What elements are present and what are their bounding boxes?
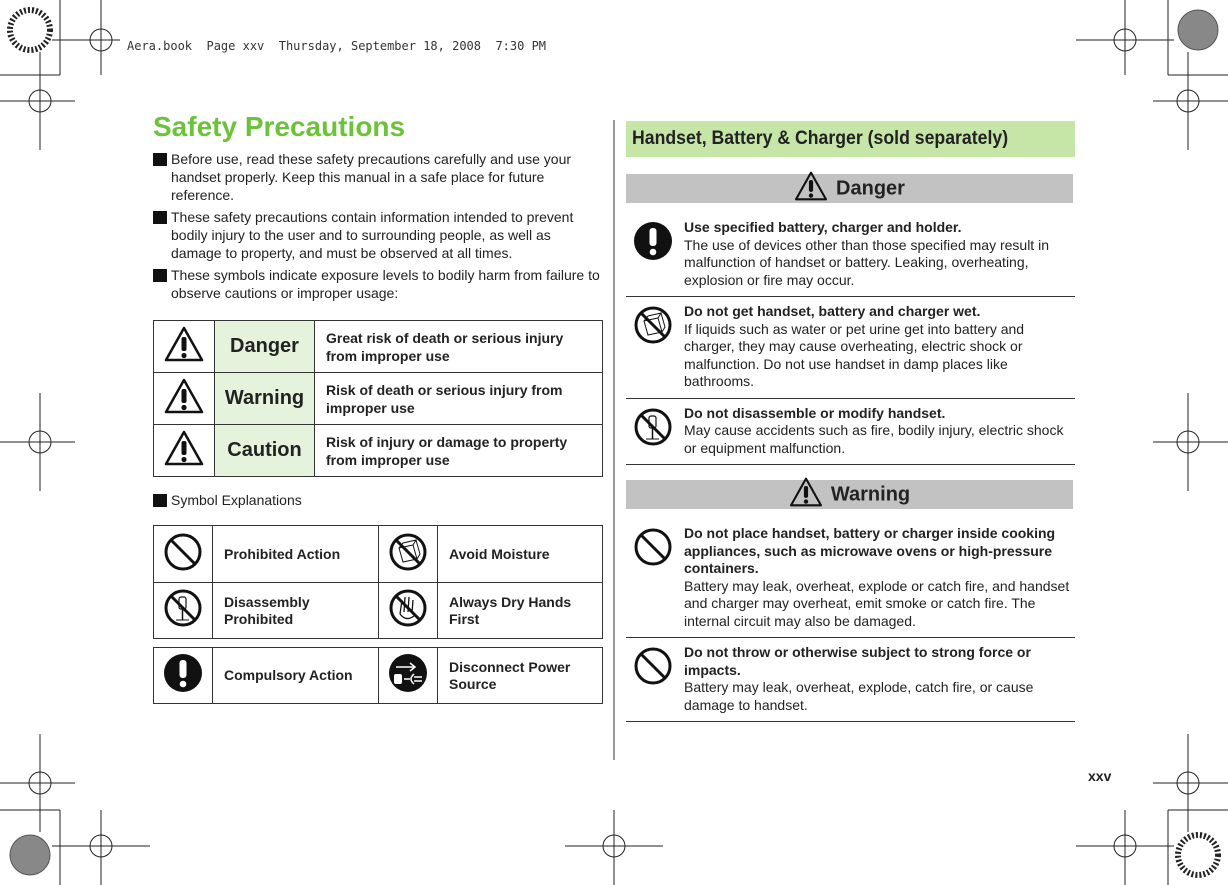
item-title: Do not disassemble or modify handset. <box>684 404 946 421</box>
unplug-icon <box>388 653 428 693</box>
warning-triangle-icon <box>794 171 828 201</box>
warning-bar <box>626 480 1073 509</box>
symbol-label: Prohibited Action <box>213 526 379 583</box>
level-desc: Risk of death or serious injury from improper use <box>315 373 603 425</box>
table-row <box>154 583 603 639</box>
symbol-label: Compulsory Action <box>213 648 379 704</box>
warning-triangle-icon <box>164 430 204 466</box>
symbol-table <box>153 525 603 639</box>
item-title: Use specified battery, charger and holder. <box>684 219 962 235</box>
list-item <box>626 297 1075 399</box>
warning-triangle-icon <box>164 326 204 362</box>
page-number: xxv <box>1088 768 1112 784</box>
left-column <box>153 110 605 704</box>
level-name: Caution <box>215 425 315 477</box>
no-disassembly-icon <box>163 588 203 628</box>
level-desc: Great risk of death or serious injury from improper use <box>315 321 603 373</box>
compulsory-icon <box>163 653 203 693</box>
no-disassembly-icon <box>633 407 673 447</box>
avoid-moisture-icon <box>633 305 673 345</box>
intro-bullet: These symbols indicate exposure levels to bodily harm from failure to observe cautions or improper usage: <box>153 266 605 302</box>
item-body: Battery may leak, overheat, explode, catch fire, or cause damage to handset. <box>684 679 1034 713</box>
right-column <box>626 121 1075 722</box>
list-item <box>626 519 1075 638</box>
list-item <box>626 638 1075 722</box>
danger-bar <box>626 174 1073 203</box>
table-row <box>154 321 603 373</box>
symbol-heading: Symbol Explanations <box>153 491 605 509</box>
intro-bullet: These safety precautions contain information intended to prevent bodily injury to the user and to surrounding people, as well as damage to property, and must be observed at all times. <box>153 208 605 262</box>
table-row <box>154 373 603 425</box>
danger-label: Danger <box>836 177 905 200</box>
warning-label: Warning <box>830 483 911 506</box>
table-row <box>154 526 603 583</box>
symbol-label: Avoid Moisture <box>438 526 603 583</box>
table-row <box>154 425 603 477</box>
list-item <box>626 213 1075 297</box>
prohibited-icon <box>633 527 673 567</box>
print-header: Aera.book Page xxv Thursday, September 18, 2008 7:30 PM <box>127 39 547 53</box>
item-body: Battery may leak, overheat, explode or catch fire, and handset and charger may overheat, emit smoke or catch fire. The internal circuit may also be damaged. <box>684 577 1070 629</box>
avoid-moisture-icon <box>388 532 428 572</box>
section-heading-bar <box>626 121 1075 157</box>
symbol-label: Disassembly Prohibited <box>213 583 379 639</box>
symbol-label: Disconnect Power Source <box>438 648 603 704</box>
level-name: Danger <box>215 321 315 373</box>
warning-triangle-icon <box>164 378 204 414</box>
item-body: May cause accidents such as fire, bodily injury, electric shock or equipment malfunction. <box>684 422 1064 456</box>
hazard-levels-table <box>153 320 603 477</box>
level-name: Warning <box>215 373 315 425</box>
level-desc: Risk of injury or damage to property from improper use <box>315 425 603 477</box>
item-title: Do not place handset, battery or charger inside cooking appliances, such as microwave ovens or high-pressure containers. <box>684 525 1056 576</box>
intro-bullet: Before use, read these safety precautions carefully and use your handset properly. Keep this manual in a safe place for future reference. <box>153 150 605 204</box>
list-item <box>626 399 1075 466</box>
section-heading: Handset, Battery & Charger (sold separately) <box>632 128 1009 149</box>
dry-hands-icon <box>388 588 428 628</box>
compulsory-icon <box>633 221 673 261</box>
prohibited-icon <box>633 646 673 686</box>
item-body: The use of devices other than those specified may result in malfunction of handset or battery. Leaking, overheating, explosion or fire may occur. <box>684 236 1049 288</box>
table-row <box>154 648 603 704</box>
item-body: If liquids such as water or pet urine get into battery and charger, they may cause overheating, electric shock or malfunction. Do not use handset in damp places like bathrooms. <box>684 320 1025 389</box>
column-divider <box>613 120 615 760</box>
warning-triangle-icon <box>789 477 823 507</box>
page-title: Safety Precautions <box>153 111 406 142</box>
item-title: Do not get handset, battery and charger wet. <box>684 303 981 319</box>
prohibited-icon <box>163 532 203 572</box>
symbol-label: Always Dry Hands First <box>438 583 603 639</box>
item-title: Do not throw or otherwise subject to strong force or impacts. <box>684 644 1031 678</box>
symbol-table <box>153 647 603 704</box>
